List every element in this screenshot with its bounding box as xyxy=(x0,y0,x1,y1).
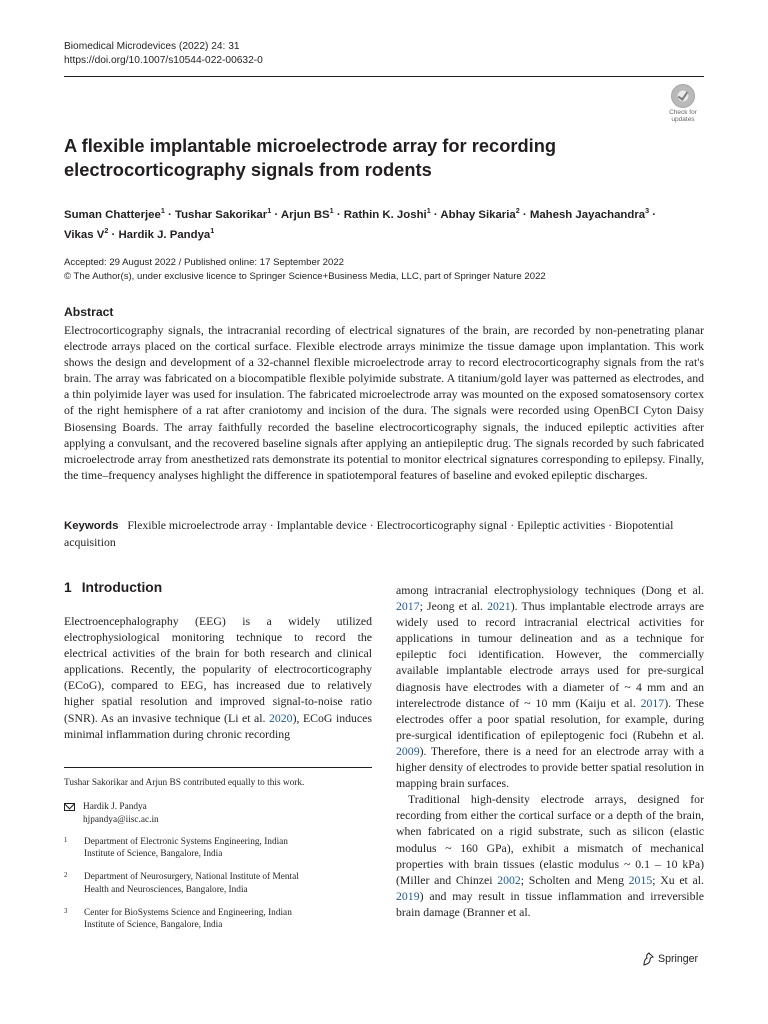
citation-link[interactable]: 2002 xyxy=(497,872,521,887)
footnotes xyxy=(64,777,372,943)
publisher-footer xyxy=(642,952,698,966)
envelope-icon xyxy=(64,803,75,811)
author-name: Suman Chatterjee xyxy=(64,208,161,221)
corresponding-email[interactable]: hjpandya@iisc.ac.in xyxy=(83,814,159,825)
author-affiliation-mark: 2 xyxy=(515,206,520,215)
author-name: Hardik J. Pandya xyxy=(118,228,211,241)
section-title: Introduction xyxy=(81,580,163,595)
keywords-heading: Keywords xyxy=(64,520,119,532)
intro-paragraph-2 xyxy=(396,582,704,791)
affiliation-item xyxy=(64,871,372,896)
intro-column-left xyxy=(64,613,372,742)
corresponding-name: Hardik J. Pandya xyxy=(83,802,147,813)
affiliation-text xyxy=(84,907,292,932)
affiliation-text xyxy=(84,836,288,861)
keywords-block xyxy=(64,517,704,550)
citation-link[interactable]: 2017 xyxy=(640,695,665,710)
citation-link[interactable]: 2021 xyxy=(487,599,511,614)
affiliation-line: Department of Neurosurgery, National Institute of Mental xyxy=(84,872,299,883)
badge-label-2: updates xyxy=(671,116,695,123)
abstract-text: Electrocorticography signals, the intracranial recording of electrical signatures of the brain, are recorded by non-penetrating planar electrode arrays placed on the cortical surface. Flexible electrode arrays minimize the tissue damage upon implantation. This work shows the design and development of a 32-channel flexible microelectrode array to record electrocorticography signals from the rat's brain. The array was fabricated on a biocompatible flexible polyimide substrate. A titanium/gold layer was patterned as electrodes, and a thin polyimide layer was used for insulation. The fabricated microelectrode array was mounted on the exposed somatosensory cortex of the right hemisphere of a rat after craniotomy and incision of the dura. The signals were recorded using OpenBCI Cyton Daisy Biosensing Boards. The array faithfully recorded the baseline electrocorticography signals, the induced epileptic activities after applying a convulsant, and the recovered baseline signals after applying an antiepileptic drug. The signals recorded by such fabricated microelectrode array from anesthetized rats demonstrate its potential to monitor electrical signatures corresponding to epilepsy. Finally, the time–frequency analyses highlight the difference in spatiotemporal features of baseline and evoked epileptic discharges. xyxy=(64,323,704,482)
accepted-published-dates: Accepted: 29 August 2022 / Published online: 17 September 2022 xyxy=(64,257,345,268)
author-name: Rathin K. Joshi xyxy=(343,208,427,221)
body-text: ; Jeong et al. xyxy=(419,599,488,614)
body-text: among intracranial electrophysiology techniques (Dong et al. xyxy=(396,583,704,597)
body-text: ), ECoG induces minimal inflammation during chronic recording xyxy=(64,710,372,741)
affiliation-number: 2 xyxy=(64,872,68,880)
affiliation-number: 3 xyxy=(64,908,68,916)
affiliation-line: Institute of Science, Bangalore, India xyxy=(84,920,223,931)
contribution-note: Tushar Sakorikar and Arjun BS contributed equally to this work. xyxy=(64,778,305,788)
article-title: A flexible implantable microelectrode array for recording electrocorticography signals from rodents xyxy=(64,135,557,180)
body-text: ; Xu et al. xyxy=(652,872,704,887)
affiliation-line: Institute of Science, Bangalore, India xyxy=(84,849,223,860)
body-text: ; Scholten and Meng xyxy=(520,872,629,887)
citation-link[interactable]: 2009 xyxy=(396,743,420,758)
body-text: ). Thus implantable electrode arrays are widely used to record intracranial electrical activities for applications in tumour delineation and as a technique for epileptic foci identification. However, the commercially available implantable electrode arrays used for pre-surgical diagnosis have electrodes with a diameter of ~ 4 mm and an interelectrode distance of ~ 10 mm (Kaiju et al. xyxy=(396,599,705,710)
section-heading-introduction xyxy=(64,580,172,595)
body-text: Traditional high-density electrode arrays, designed for recording from either the cortical surface or a depth of the brain, when fabricated on a rigid substrate, such as silicon (elastic modulus ~ 160 GPa), exhibit a mismatch of mechanical properties with brain tissues (elastic modulus ~ 0.1 – 10 kPa) (Miller and Chinzei xyxy=(396,792,704,887)
citation-link[interactable]: 2020 xyxy=(268,710,293,725)
check-for-updates-badge[interactable] xyxy=(664,84,702,124)
author-affiliation-mark: 2 xyxy=(104,226,109,235)
body-text: Electroencephalography (EEG) is a widely utilized electrophysiological monitoring technique to record the electrical activities of the brain for both research and clinical applications. Recently, the popularity of electrocorticography (ECoG), compared to EEG, has increased due to relatively higher spatial resolution and improved signal-to-noise ratio (SNR). As an invasive technique (Li et al. xyxy=(64,614,372,725)
citation-link[interactable]: 2019 xyxy=(396,888,420,903)
affiliation-list xyxy=(64,836,372,932)
check-updates-icon xyxy=(671,84,695,108)
affiliation-text xyxy=(84,871,299,896)
author-name: Tushar Sakorikar xyxy=(174,208,268,221)
copyright-notice: © The Author(s), under exclusive licence to Springer Science+Business Media, LLC, part of Springer Nature 2022 xyxy=(64,271,546,282)
author-affiliation-mark: 1 xyxy=(267,206,272,215)
author-list xyxy=(64,203,704,243)
abstract-heading: Abstract xyxy=(64,305,114,319)
author-affiliation-mark: 1 xyxy=(426,206,431,215)
citation-link[interactable]: 2017 xyxy=(396,599,420,614)
author-line-2: Vikas $V^2$ · Hardik J. Pandya$^1$ xyxy=(64,226,215,241)
body-text: ) and may result in tissue inflammation and irreversible brain damage (Branner et al. xyxy=(396,888,704,919)
affiliation-item xyxy=(64,836,372,861)
affiliation-line: Center for BioSystems Science and Engineering, Indian xyxy=(84,908,292,919)
journal-header xyxy=(64,40,263,69)
affiliation-number: 1 xyxy=(64,836,68,844)
keywords-text: Flexible microelectrode array · Implantable device · Electrocorticography signal · Epileptic activities · Biopotential acquisition xyxy=(64,518,674,550)
section-number: 1 xyxy=(64,580,72,595)
author-affiliation-mark: 1 xyxy=(329,206,334,215)
doi-link[interactable]: https://doi.org/10.1007/s10544-022-00632-0 xyxy=(64,55,263,67)
body-text: ). These electrodes offer a poor spatial resolution, for example, during pre-surgical identification of epileptogenic foci (Rubehn et al. xyxy=(396,695,704,742)
publication-dates xyxy=(64,256,546,284)
author-name: Mahesh Jayachandra xyxy=(529,208,646,221)
intro-column-right xyxy=(396,582,704,920)
corresponding-author xyxy=(64,801,372,826)
journal-citation: Biomedical Microdevices (2022) 24: 31 xyxy=(64,41,240,52)
intro-paragraph-1 xyxy=(64,613,372,742)
author-name: Abhay Sikaria xyxy=(440,208,516,221)
body-text: ). Therefore, there is a need for an electrode array with a higher density of electrodes to provide better spatial resolution in mapping brain surfaces. xyxy=(396,743,704,791)
affiliation-line: Department of Electronic Systems Engineering, Indian xyxy=(84,836,288,847)
author-affiliation-mark: 3 xyxy=(645,206,650,215)
affiliation-item xyxy=(64,907,372,932)
author-affiliation-mark: 1 xyxy=(160,206,165,215)
footnote-rule xyxy=(64,767,372,768)
publisher-name: Springer xyxy=(658,953,699,965)
affiliation-line: Health and Neurosciences, Bangalore, India xyxy=(84,884,248,895)
header-rule xyxy=(64,76,704,77)
author-affiliation-mark: 1 xyxy=(210,226,215,235)
citation-link[interactable]: 2015 xyxy=(628,872,653,887)
author-name: Vikas V xyxy=(64,228,105,241)
springer-logo-icon xyxy=(642,952,654,966)
intro-paragraph-3 xyxy=(396,791,704,920)
badge-label-1: Check for xyxy=(669,109,697,116)
author-line-1: Suman Chatterjee$^1$ · Tushar Sakorikar$^1$ · Arjun $BS^1$ · Rathin K. Joshi$^1$ · Abhay Sikaria$^2$ · Mahesh Jayachandra$^3$ · xyxy=(64,206,657,221)
author-name: Arjun BS xyxy=(280,208,330,221)
